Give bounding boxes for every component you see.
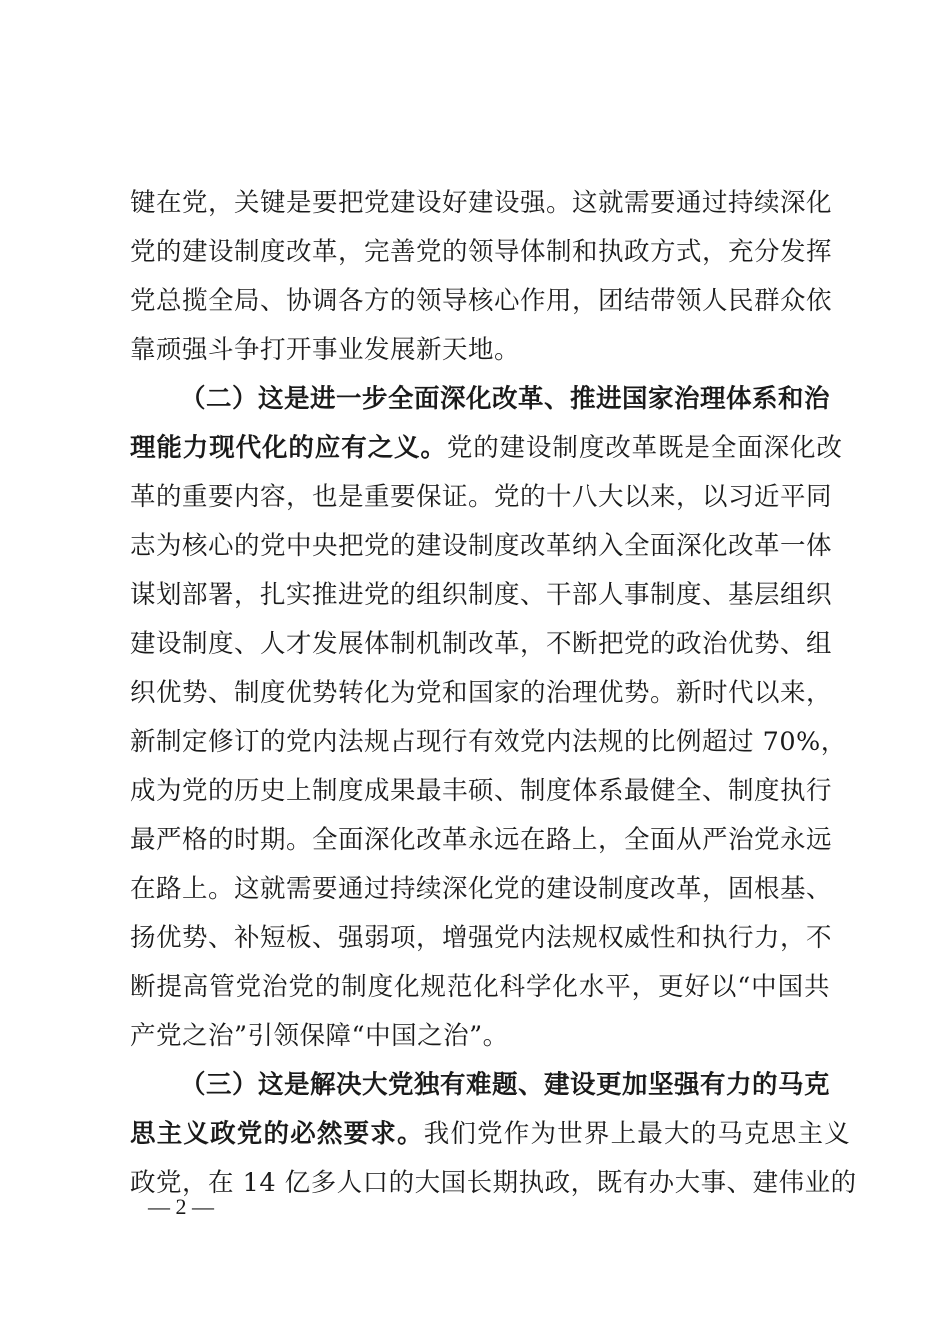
section-heading-3-line: （三）这是解决大党独有难题、建设更加坚强有力的马克 — [180, 1070, 831, 1100]
body-line: 断提高管党治党的制度化规范化科学化水平，更好以“中国共 — [130, 972, 830, 1002]
body-line: 政党，在 14 亿多人口的大国长期执政，既有办大事、建伟业的 — [130, 1168, 857, 1198]
section-heading-2-end: 理能力现代化的应有之义。 — [130, 433, 447, 463]
body-line: 扬优势、补短板、强弱项，增强党内法规权威性和执行力，不 — [130, 923, 833, 953]
body-line: 党的建设制度改革，完善党的领导体制和执政方式，充分发挥 — [130, 237, 833, 267]
body-line: 成为党的历史上制度成果最丰硕、制度体系最健全、制度执行 — [130, 776, 833, 806]
body-line: 在路上。这就需要通过持续深化党的建设制度改革，固根基、 — [130, 874, 833, 904]
mixed-line — [130, 1113, 851, 1155]
body-line: 靠顽强斗争打开事业发展新天地。 — [130, 335, 521, 365]
body-line: 党总揽全局、协调各方的领导核心作用，团结带领人民群众依 — [130, 286, 833, 316]
body-text: 党的建设制度改革既是全面深化改 — [446, 433, 843, 463]
body-line: 新制定修订的党内法规占现行有效党内法规的比例超过 70%， — [130, 727, 847, 757]
body-line: 键在党，关键是要把党建设好建设强。这就需要通过持续深化 — [130, 188, 833, 218]
page-number: — 2 — — [148, 1194, 214, 1219]
body-line: 最严格的时期。全面深化改革永远在路上，全面从严治党永远 — [130, 825, 833, 855]
section-heading-2-line: （二）这是进一步全面深化改革、推进国家治理体系和治 — [180, 384, 831, 414]
body-text: 我们党作为世界上最大的马克思主义 — [423, 1119, 851, 1149]
body-line: 志为核心的党中央把党的建设制度改革纳入全面深化改革一体 — [130, 531, 833, 561]
body-line: 产党之治”引领保障“中国之治”。 — [130, 1021, 509, 1051]
body-line: 谋划部署，扎实推进党的组织制度、干部人事制度、基层组织 — [130, 580, 833, 610]
body-line: 织优势、制度优势转化为党和国家的治理优势。新时代以来， — [130, 678, 833, 708]
body-line: 革的重要内容，也是重要保证。党的十八大以来，以习近平同 — [130, 482, 833, 512]
body-line: 建设制度、人才发展体制机制改革，不断把党的政治优势、组 — [130, 629, 833, 659]
mixed-line — [130, 427, 843, 469]
section-heading-3-end: 思主义政党的必然要求。 — [130, 1119, 424, 1149]
